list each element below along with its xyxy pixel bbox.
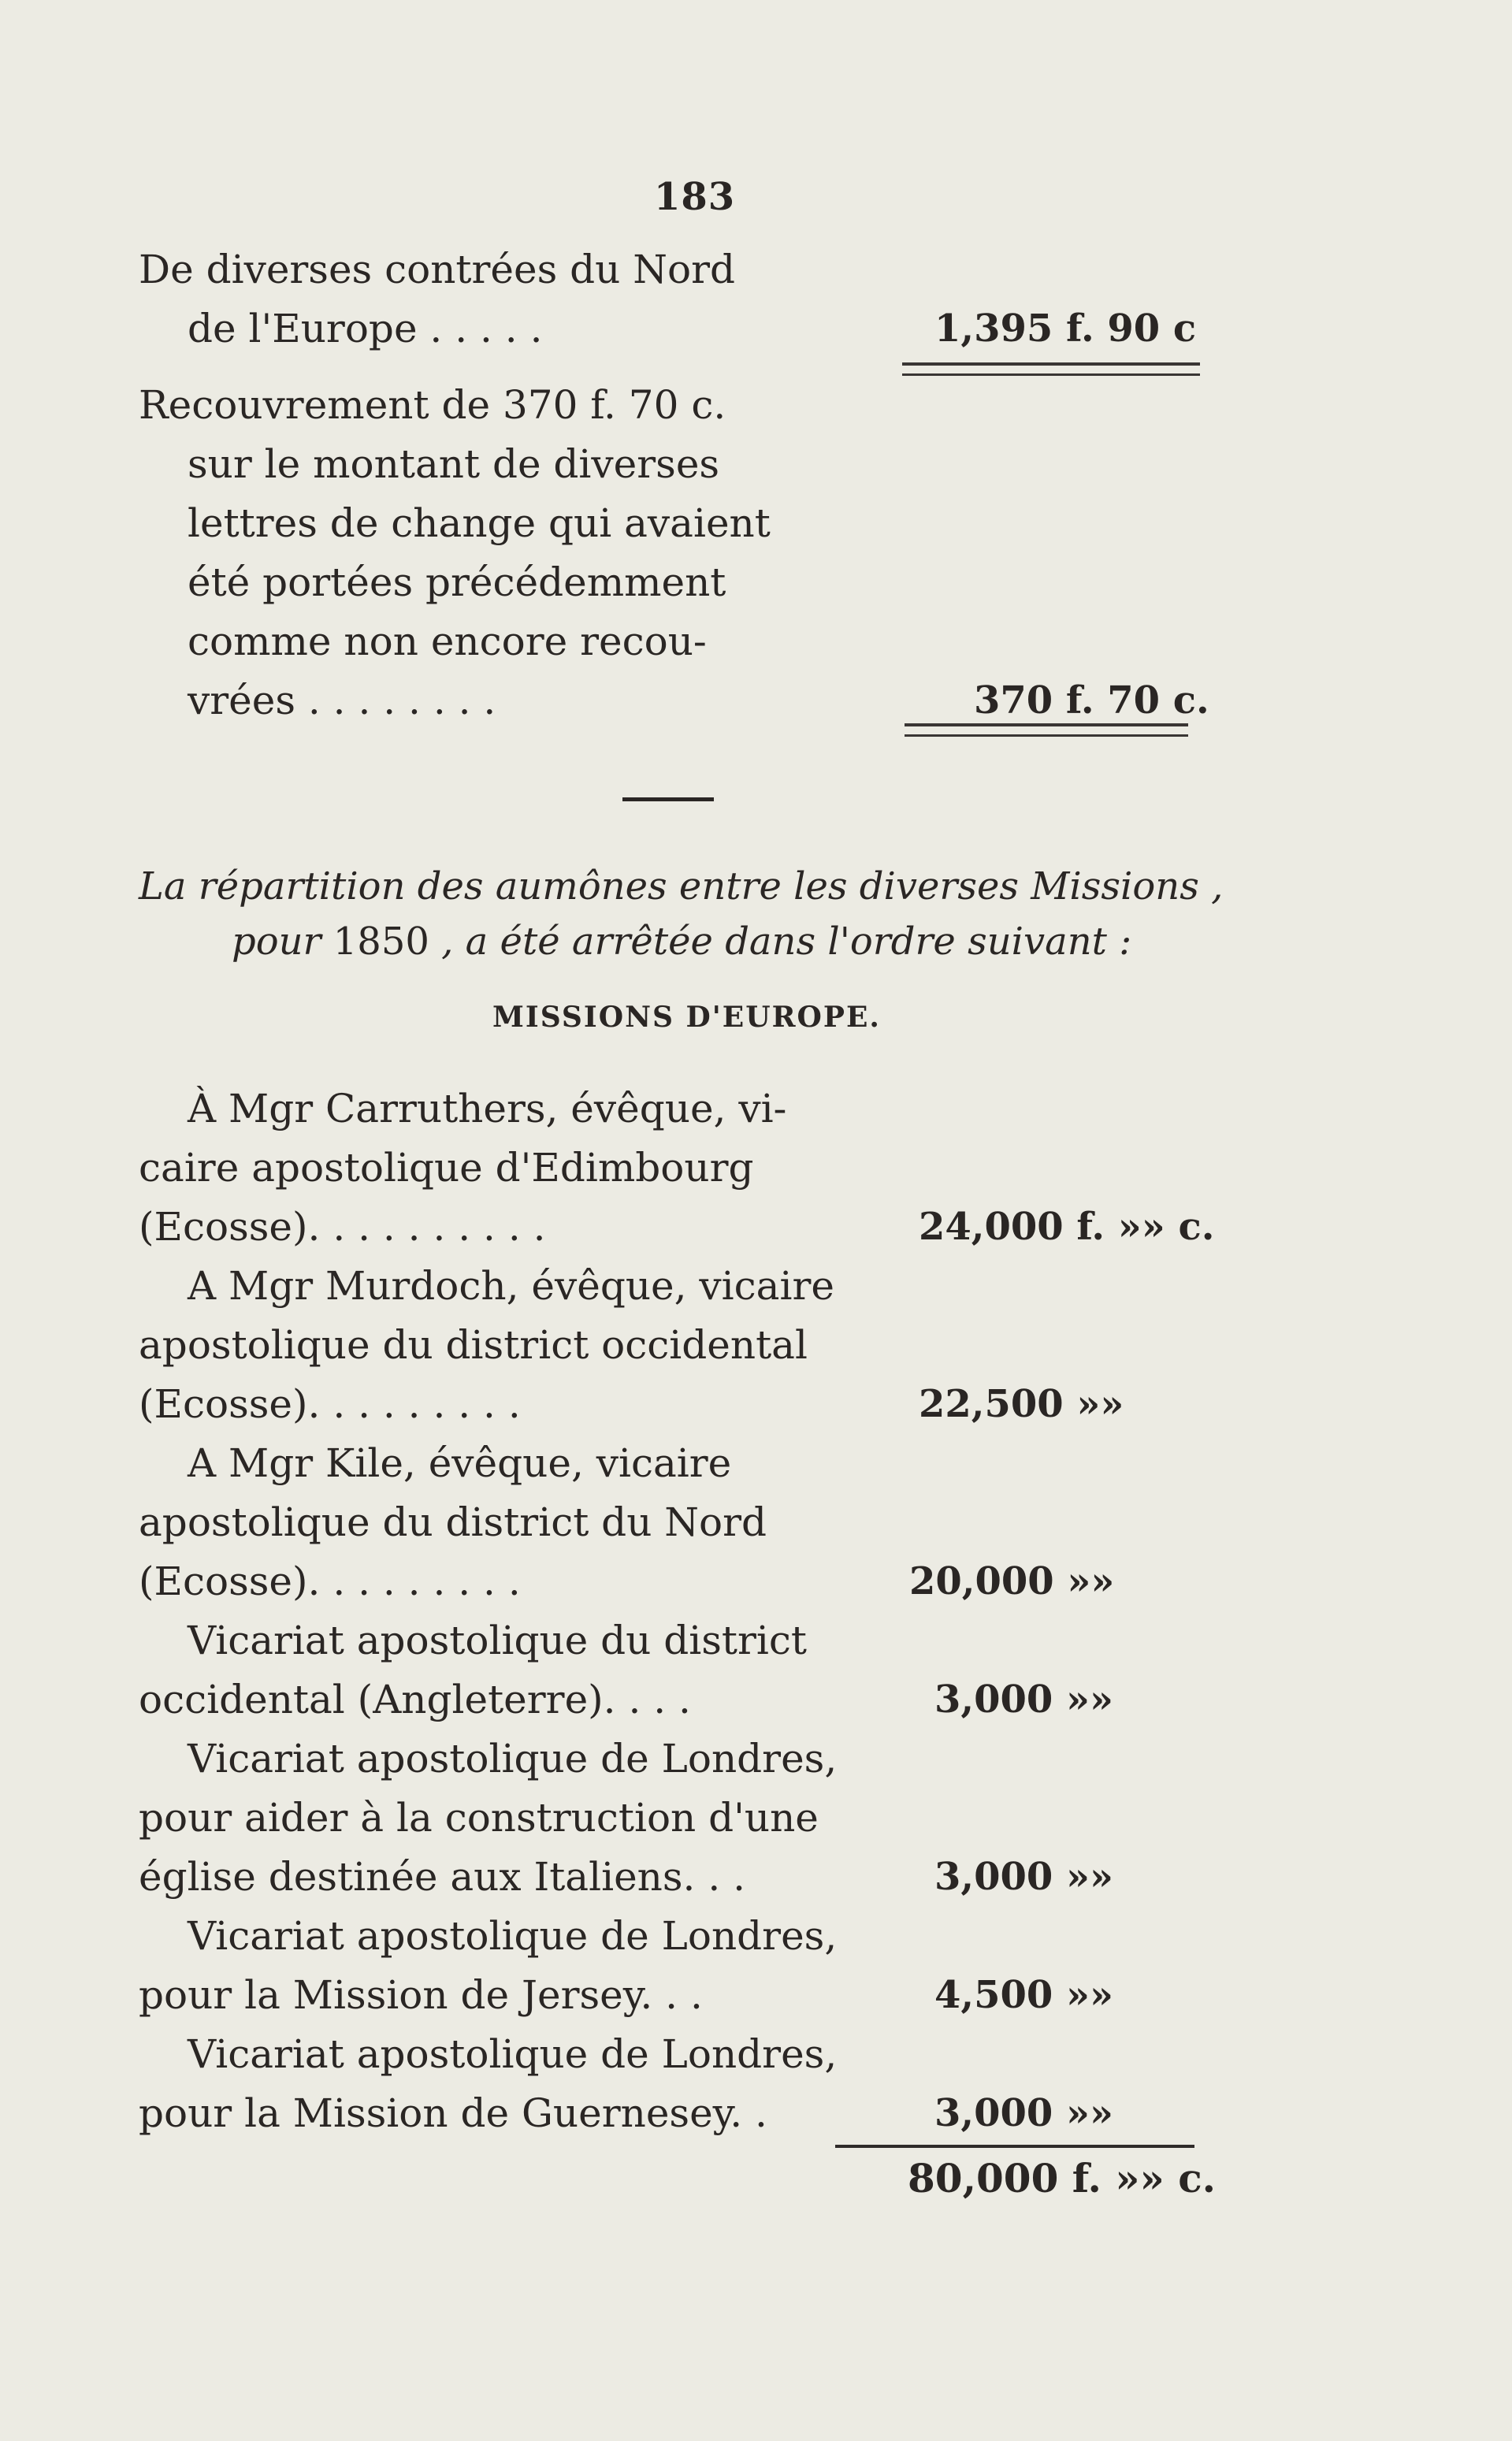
receipt-amount: 1,395 f. 90 c xyxy=(934,307,1197,351)
receipt-text-line: comme non encore recou- xyxy=(188,619,707,664)
allocation-entry xyxy=(139,1611,1210,1730)
allocation-text-line: Vicariat apostolique de Londres, xyxy=(188,2031,838,2077)
allocation-entry xyxy=(139,1730,1210,1907)
allocation-amount: 22,500 »» xyxy=(919,1382,1124,1426)
receipt-text-line: été portées précédemment xyxy=(188,559,726,605)
allocation-amount: 24,000 f. »» c. xyxy=(919,1205,1215,1249)
receipt-text-line: De diverses contrées du Nord xyxy=(139,247,736,292)
receipt-text-line: vrées . . . . . . . . xyxy=(188,678,496,723)
allocation-text-line: (Ecosse). . . . . . . . . xyxy=(139,1381,521,1427)
intro-line xyxy=(232,914,1131,969)
allocation-amount: 20,000 »» xyxy=(909,1559,1115,1603)
receipt-text-line: de l'Europe . . . . . xyxy=(188,306,543,351)
section-divider xyxy=(622,797,714,801)
allocation-entry xyxy=(139,1434,1210,1611)
allocation-text-line: A Mgr Murdoch, évêque, vicaire xyxy=(188,1263,834,1309)
allocation-entry xyxy=(139,1257,1210,1434)
receipt-amount: 370 f. 70 c. xyxy=(974,678,1209,723)
receipt-north-europe xyxy=(139,240,1210,359)
allocation-amount: 3,000 »» xyxy=(934,1677,1114,1722)
receipt-text-line: Recouvrement de 370 f. 70 c. xyxy=(139,382,726,428)
allocation-text-line: apostolique du district du Nord xyxy=(139,1499,767,1545)
allocation-text-line: pour aider à la construction d'une xyxy=(139,1795,819,1841)
allocation-entry xyxy=(139,1079,1215,1257)
allocation-text-line: (Ecosse). . . . . . . . . . xyxy=(139,1204,546,1250)
allocation-entry xyxy=(139,2025,1210,2143)
allocation-amount: 4,500 »» xyxy=(934,1973,1114,2017)
allocation-text-line: occidental (Angleterre). . . . xyxy=(139,1677,691,1722)
allocation-text-line: caire apostolique d'Edimbourg xyxy=(139,1145,754,1191)
intro-text: pour xyxy=(232,920,333,964)
total-amount: 80,000 f. »» c. xyxy=(908,2155,1217,2201)
allocation-text-line: pour la Mission de Guernesey. . xyxy=(139,2090,767,2136)
allocation-text-line: apostolique du district occidental xyxy=(139,1322,808,1368)
allocation-text-line: Vicariat apostolique de Londres, xyxy=(188,1913,838,1959)
total-rule xyxy=(835,2145,1194,2148)
intro-year: 1850 xyxy=(332,920,429,964)
allocation-text-line: pour la Mission de Jersey. . . xyxy=(139,1972,703,2018)
page-number: 183 xyxy=(654,175,736,219)
allocation-text-line: église destinée aux Italiens. . . xyxy=(139,1854,745,1900)
allocation-text-line: A Mgr Kile, évêque, vicaire xyxy=(188,1440,732,1486)
allocation-text-line: Vicariat apostolique du district xyxy=(188,1618,808,1663)
allocation-text-line: Vicariat apostolique de Londres, xyxy=(188,1736,838,1782)
allocation-amount: 3,000 »» xyxy=(934,1855,1114,1899)
receipt-text-line: sur le montant de diverses xyxy=(188,441,720,487)
allocation-amount: 3,000 »» xyxy=(934,2091,1114,2135)
double-rule xyxy=(905,723,1188,737)
allocation-text-line: (Ecosse). . . . . . . . . xyxy=(139,1559,521,1604)
intro-line: La répartition des aumônes entre les diverses Missions , xyxy=(139,864,1224,908)
receipt-text-line: lettres de change qui avaient xyxy=(188,500,771,546)
section-heading: MISSIONS D'EUROPE. xyxy=(492,1001,881,1034)
double-rule xyxy=(902,362,1200,376)
allocation-entry xyxy=(139,1907,1210,2025)
receipt-recovery xyxy=(139,376,1210,730)
intro-text: , a été arrêtée dans l'ordre suivant : xyxy=(429,920,1132,964)
allocation-text-line: À Mgr Carruthers, évêque, vi- xyxy=(188,1086,787,1131)
